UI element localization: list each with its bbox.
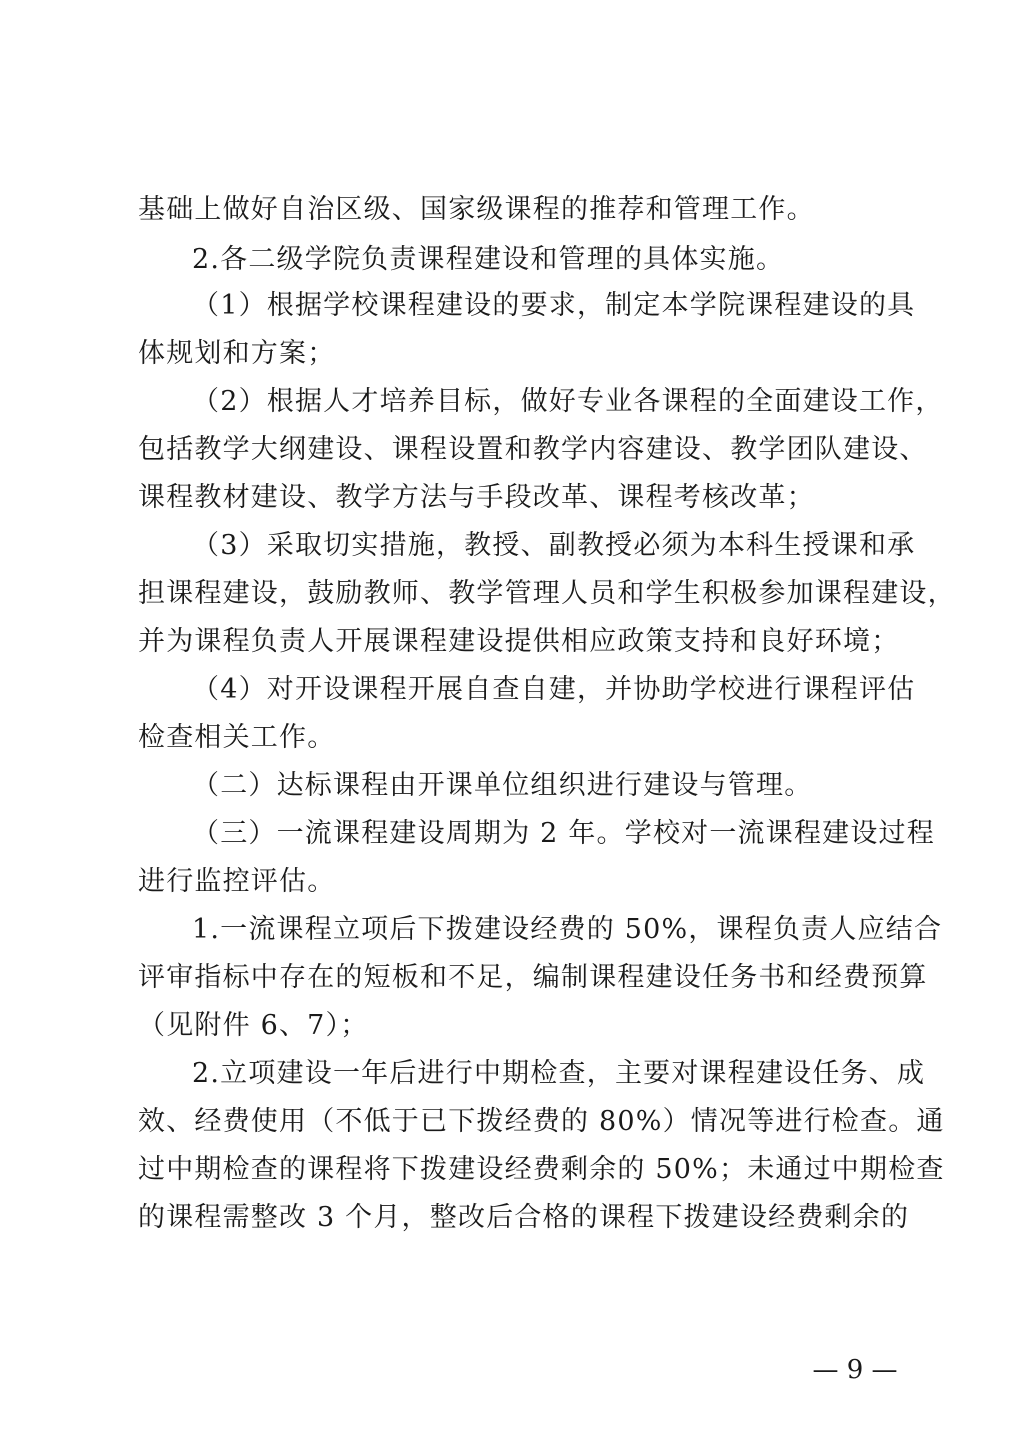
text-line: 包括教学大纲建设、课程设置和教学内容建设、教学团队建设、 <box>138 434 928 465</box>
text-line: （2）根据人才培养目标，做好专业各课程的全面建设工作， <box>192 386 944 417</box>
text-line: 进行监控评估。 <box>138 866 336 897</box>
text-line: （3）采取切实措施，教授、副教授必须为本科生授课和承 <box>192 530 916 561</box>
text-line: （三）一流课程建设周期为 2 年。学校对一流课程建设过程 <box>192 818 935 849</box>
text-line: 体规划和方案； <box>138 338 336 369</box>
text-line: 的课程需整改 3 个月，整改后合格的课程下拨建设经费剩余的 <box>138 1202 910 1233</box>
text-line: 担课程建设，鼓励教师、教学管理人员和学生积极参加课程建设， <box>138 578 956 609</box>
text-line: 检查相关工作。 <box>138 722 336 753</box>
text-line: 基础上做好自治区级、国家级课程的推荐和管理工作。 <box>138 194 815 225</box>
text-line: 并为课程负责人开展课程建设提供相应政策支持和良好环境； <box>138 626 900 657</box>
text-line: （二）达标课程由开课单位组织进行建设与管理。 <box>192 770 813 801</box>
text-line: 1.一流课程立项后下拨建设经费的 50%，课程负责人应结合 <box>192 914 943 945</box>
text-line: 效、经费使用（不低于已下拨经费的 80%）情况等进行检查。通 <box>138 1106 945 1137</box>
text-line: （1）根据学校课程建设的要求，制定本学院课程建设的具 <box>192 290 916 321</box>
text-line: （见附件 6、7）； <box>138 1010 369 1041</box>
text-line: 课程教材建设、教学方法与手段改革、课程考核改革； <box>138 482 815 513</box>
page-number: — 9 — <box>812 1355 898 1385</box>
text-line: 评审指标中存在的短板和不足，编制课程建设任务书和经费预算 <box>138 962 928 993</box>
text-line: 2.立项建设一年后进行中期检查，主要对课程建设任务、成 <box>192 1058 926 1089</box>
text-line: 过中期检查的课程将下拨建设经费剩余的 50%；未通过中期检查 <box>138 1154 945 1185</box>
text-line: 2.各二级学院负责课程建设和管理的具体实施。 <box>192 244 785 275</box>
text-line: （4）对开设课程开展自查自建，并协助学校进行课程评估 <box>192 674 916 705</box>
